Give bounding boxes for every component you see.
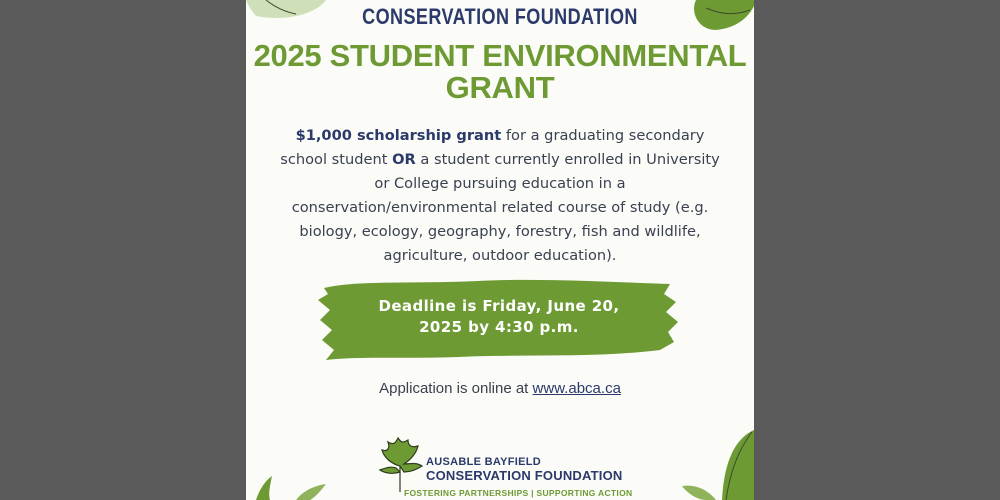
oak-leaf-icon	[374, 436, 426, 494]
deadline-banner	[318, 276, 680, 362]
deadline-line-1: Deadline is Friday, June 20,	[378, 297, 620, 315]
logo-line-1: AUSABLE BAYFIELD	[426, 456, 542, 468]
foundation-logo	[374, 436, 634, 500]
description-part-1: for a graduating secondary school student	[280, 127, 705, 168]
grant-amount: $1,000 scholarship grant	[295, 127, 502, 144]
header-org-name: CONSERVATION FOUNDATION	[362, 4, 638, 29]
deadline-text	[318, 296, 680, 338]
title-line-1: 2025 STUDENT ENVIRONMENTAL	[253, 38, 747, 73]
logo-line-2: CONSERVATION FOUNDATION	[426, 468, 623, 483]
website-link[interactable]: www.abca.ca	[532, 380, 621, 397]
page-title	[246, 40, 754, 104]
title-line-2: GRANT	[445, 70, 555, 105]
description-part-2: a student currently enrolled in University or College pursuing education in a conservation/environmental related course of study (e.g. biology, ecology, geography, forestry, fish and wildlife, agriculture, outdoor education).	[291, 151, 720, 264]
poster	[246, 0, 754, 500]
deadline-line-2: 2025 by 4:30 p.m.	[419, 318, 579, 336]
logo-tagline: FOSTERING PARTNERSHIPS | SUPPORTING ACTION	[404, 488, 633, 498]
application-prefix: Application is online at	[379, 380, 533, 397]
or-emphasis: OR	[392, 151, 416, 168]
grant-description	[276, 124, 724, 268]
leaf-bottom-left-icon	[246, 470, 336, 500]
application-info	[246, 380, 754, 397]
leaf-bottom-right-icon	[676, 420, 754, 500]
